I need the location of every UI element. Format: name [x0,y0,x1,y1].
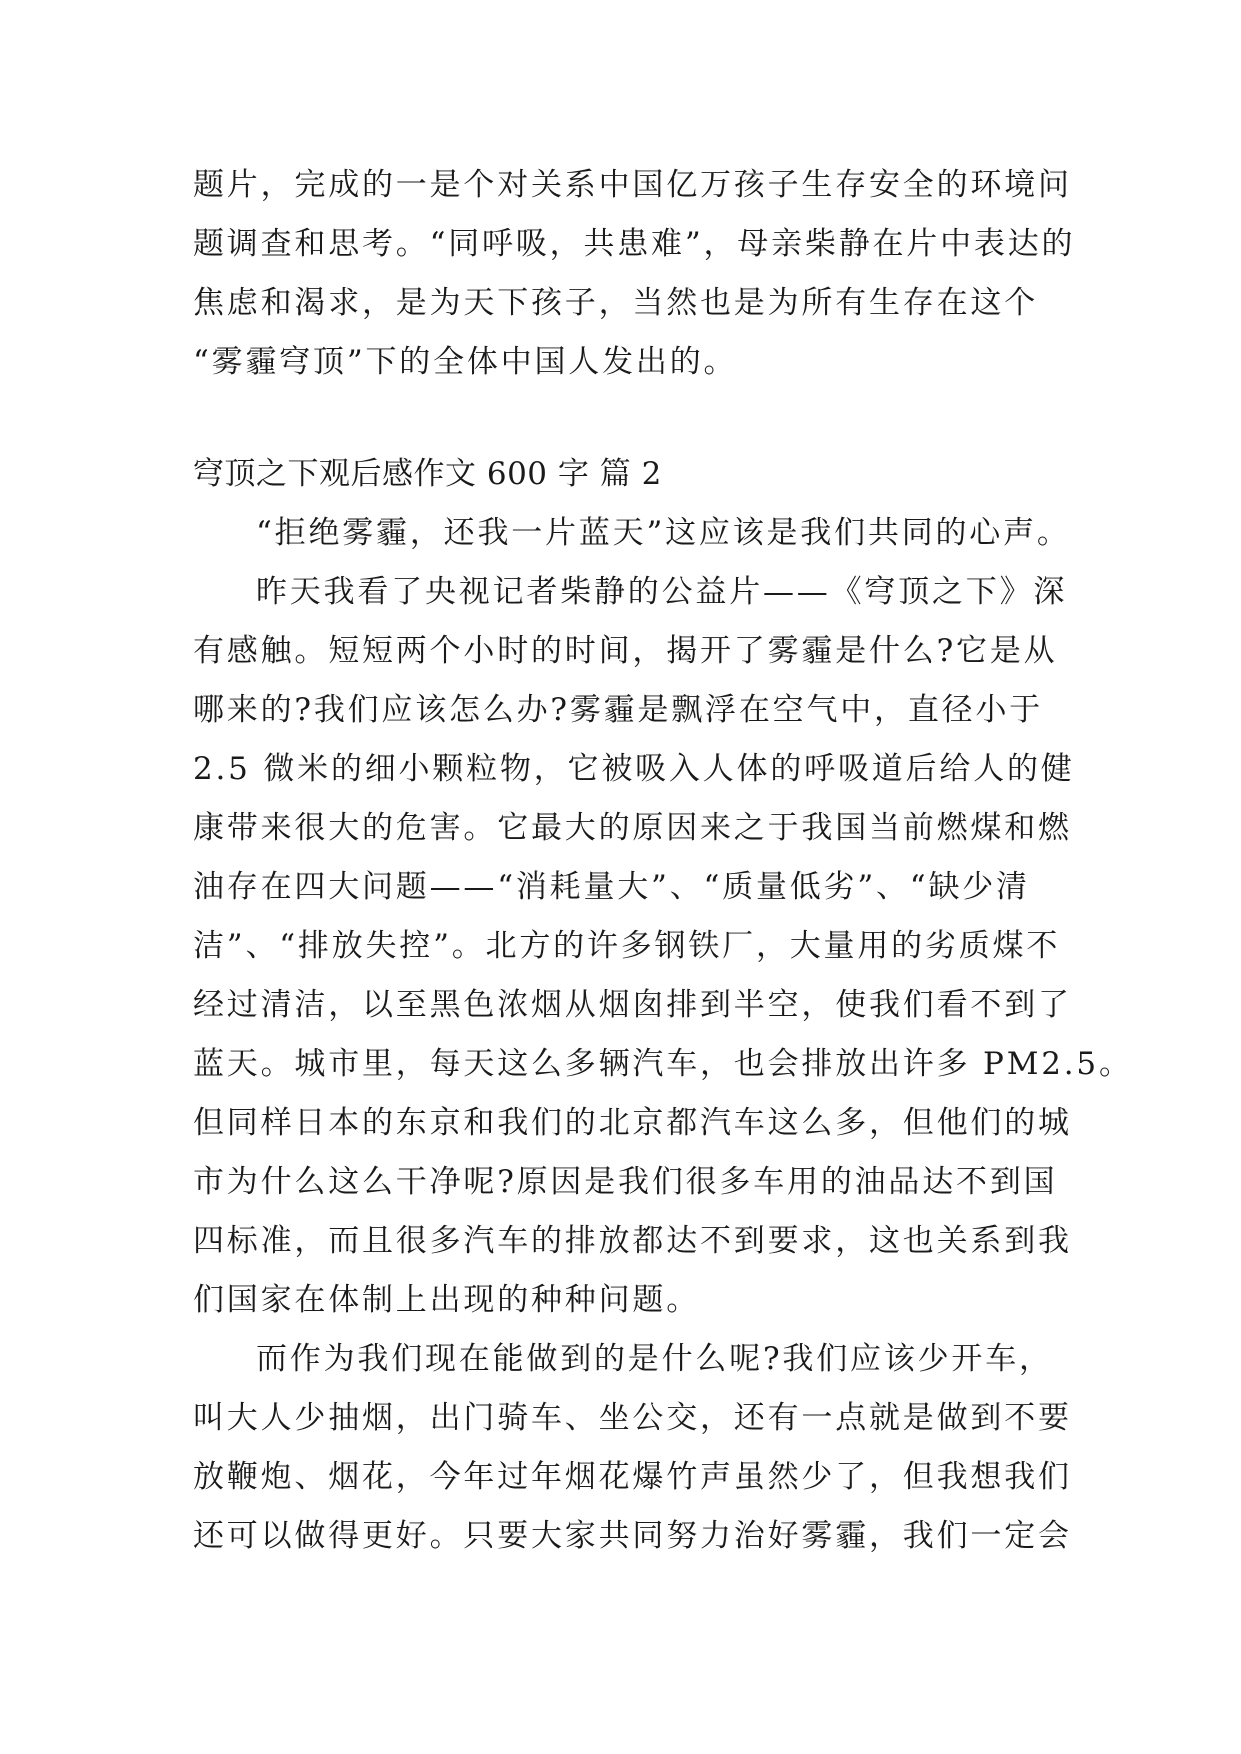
paragraph-1-line-3: 焦虑和渴求，是为天下孩子，当然也是为所有生存在这个 [193,285,1038,321]
paragraph-1-line-1: 题片，完成的一是个对关系中国亿万孩子生存安全的环境问 [193,167,1072,203]
paragraph-3-line-11: 市为什么这么干净呢?原因是我们很多车用的油品达不到国 [193,1164,1058,1200]
paragraph-3-line-1: 昨天我看了央视记者柴静的公益片——《穹顶之下》深 [256,574,1068,610]
paragraph-3-line-4: 2.5 微米的细小颗粒物，它被吸入人体的呼吸道后给人的健 [193,751,1075,787]
paragraph-3-line-13: 们国家在体制上出现的种种问题。 [193,1282,700,1318]
paragraph-1-line-4: “雾霾穹顶”下的全体中国人发出的。 [193,344,738,380]
paragraph-3-line-2: 有感触。短短两个小时的时间，揭开了雾霾是什么?它是从 [193,633,1058,669]
paragraph-3-line-5: 康带来很大的危害。它最大的原因来之于我国当前燃煤和燃 [193,810,1072,846]
paragraph-2-line-1: “拒绝雾霾，还我一片蓝天”这应该是我们共同的心声。 [256,515,1071,551]
paragraph-3-line-12: 四标准，而且很多汽车的排放都达不到要求，这也关系到我 [193,1223,1072,1259]
paragraph-1-line-2: 题调查和思考。“同呼吸，共患难”，母亲柴静在片中表达的 [193,226,1076,262]
paragraph-4-line-2: 叫大人少抽烟，出门骑车、坐公交，还有一点就是做到不要 [193,1400,1072,1436]
paragraph-4-line-3: 放鞭炮、烟花，今年过年烟花爆竹声虽然少了，但我想我们 [193,1459,1072,1495]
paragraph-3-line-10: 但同样日本的东京和我们的北京都汽车这么多，但他们的城 [193,1105,1072,1141]
section-heading: 穹顶之下观后感作文 600 字 篇 2 [193,456,662,492]
paragraph-3-line-8: 经过清洁，以至黑色浓烟从烟囱排到半空，使我们看不到了 [193,987,1072,1023]
paragraph-3-line-3: 哪来的?我们应该怎么办?雾霾是飘浮在空气中，直径小于 [193,692,1044,728]
paragraph-4-line-4: 还可以做得更好。只要大家共同努力治好雾霾，我们一定会 [193,1518,1072,1554]
paragraph-3-line-6: 油存在四大问题——“消耗量大”、“质量低劣”、“缺少清 [193,869,1030,905]
paragraph-4-line-1: 而作为我们现在能做到的是什么呢?我们应该少开车， [256,1341,1053,1377]
paragraph-3-line-9: 蓝天。城市里，每天这么多辆汽车，也会排放出许多 PM2.5。 [193,1046,1133,1082]
paragraph-3-line-7: 洁”、“排放失控”。北方的许多钢铁厂，大量用的劣质煤不 [193,928,1061,964]
